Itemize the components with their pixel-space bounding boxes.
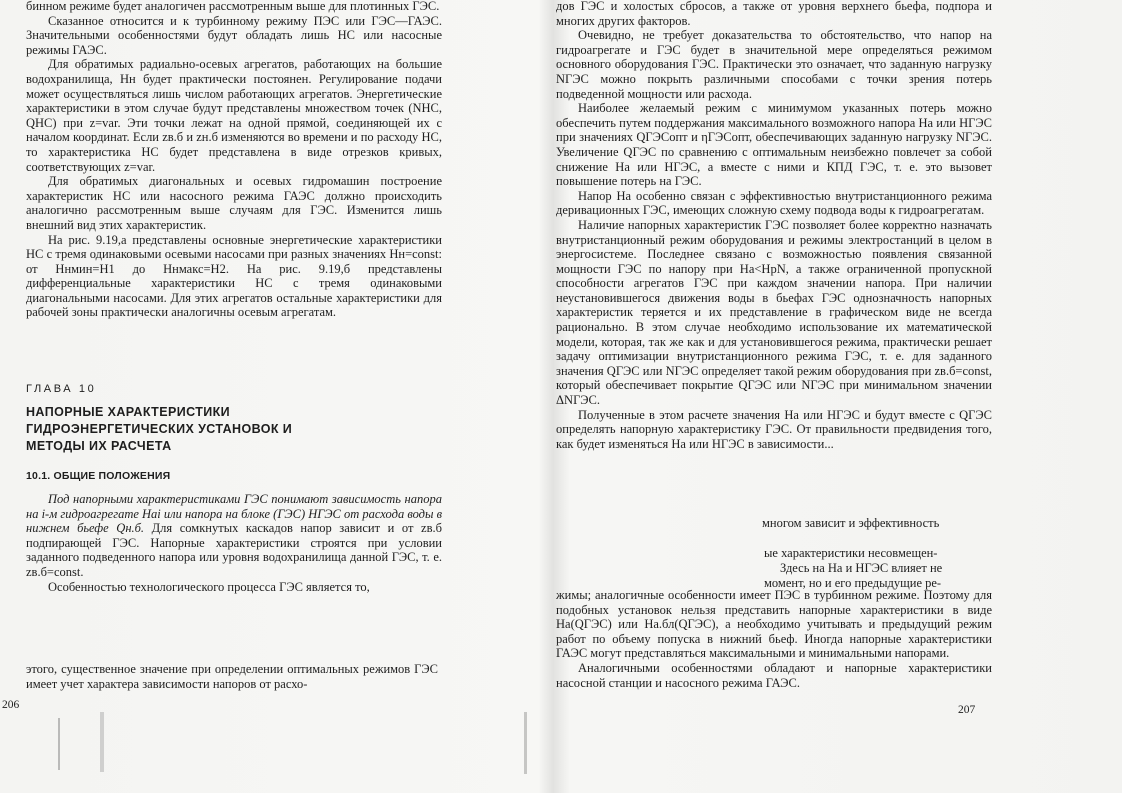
left-paragraph: На рис. 9.19,а представлены основные энергетические характеристики НС с тремя одинаковыми осевыми насосами при разных значениях Hн=const: от Hнмин=H1 до Hнмакс=H2. На рис. 9.19,б представлены дифференциальные характеристики НС с тремя одинаковыми диагональными насосами. Для этих агрегатов остальные характеристики для рабочей зоны практически аналогичны осевым агрегатам.	[26, 232, 442, 320]
left-paragraph: Сказанное относится и к турбинному режиму ПЭС или ГЭС—ГАЭС. Значительными особенностями будут обладать лишь НС или насосные режимы ГАЭС.	[26, 13, 442, 57]
definition-rest: Для сомкнутых каскадов напор зависит и от zв.б подпирающей ГЭС. Напорные характеристики строятся при условии заданного подведенного напора или уровня водохранилища данной ГЭС, т. е. zв.б=const.	[26, 521, 442, 579]
page-number-right: 207	[958, 704, 976, 716]
right-page-text-top	[556, 0, 992, 529]
right-page-text-bottom	[556, 588, 992, 690]
scan-shadow-mark	[100, 712, 104, 772]
left-paragraph: Для обратимых диагональных и осевых гидромашин построение характеристик НС или насосного режима ГАЭС должно происходить аналогично рассмотренным выше случаям для ГЭС. Изменится лишь внешний вид этих характеристик.	[26, 174, 442, 232]
left-bottom-text	[26, 662, 438, 691]
left-paragraph: Для обратимых радиально-осевых агрегатов, работающих на большие водохранилища, Hн будет практически постоянен. Регулирование подачи может осуществляться лишь числом работающих агрегатов. Энергетические характеристики в этом случае будут представлены множеством точек (NНС, QНС) при z=var. Эти точки лежат на одной прямой, соединяющей их с началом координат. Если zв.б и zн.б изменяются во времени и по расходу НС, то характеристика НС будет представлена в виде отрезков кривых, соответствующих z=var.	[26, 57, 442, 174]
page-number-left: 206	[2, 699, 20, 711]
left-bottom-paragraph: этого, существенное значение при определении оптимальных режимов ГЭС имеет учет характера зависимости напоров от расхо-	[26, 662, 438, 691]
right-last-paragraph: Аналогичными особенностями обладают и напорные характеристики насосной станции и насосного режима ГАЭС.	[556, 660, 992, 690]
left-page-text-top	[26, 0, 442, 320]
chapter-label: ГЛАВА 10	[26, 383, 97, 395]
right-fragment: многом зависит и эффективность	[762, 516, 940, 530]
right-paragraph: дов ГЭС и холостых сбросов, а также от уровня верхнего бьефа, подпора и многих других факторов.	[556, 0, 992, 28]
right-paragraph: Наиболее желаемый режим с минимумом указанных потерь можно обеспечить путем поддержания максимального возможного напора Hа или HГЭС при значениях QГЭСопт и ηГЭСопт, обеспечивающих заданную нагрузку NГЭС. Увеличение QГЭС по сравнению с оптимальным неизбежно повлечет за собой снижение Hа или HГЭС, а вместе с ними и КПД ГЭС, т. е. это вызовет повышение потерь на ГЭС.	[556, 101, 992, 189]
right-paragraph: Напор Hа особенно связан с эффективностью внутристанционного режима деривационных ГЭС, имеющих сложную схему подвода воды к гидроагрегатам.	[556, 188, 992, 218]
right-paragraph: Наличие напорных характеристик ГЭС позволяет более корректно назначать внутристанционный режим оборудования и режимы электростанций в целом в энергосистеме. Последнее связано с возможностью появления связанной мощности ГЭС по напору при Hа<HрN, а также ограниченной пропускной способности агрегатов ГЭС при каждом значении напора. При наличии неустановившегося движения воды в бьефах ГЭС однозначность напорных характеристик теряется и их представление в графическом виде не всегда рационально. В этом случае необходимо использование их математической модели, которая, так же как и для установившегося режима, практически решает задачу оптимизации внутристанционного режима ГЭС, т. е. для заданного значения QГЭС или NГЭС определяет такой режим оборудования при zв.б=const, который обеспечивает покрытие QГЭС или NГЭС при минимальном значении ΔNГЭС.	[556, 217, 992, 408]
section-title: 10.1. ОБЩИЕ ПОЛОЖЕНИЯ	[26, 470, 171, 482]
right-fragment: Здесь на Hа и HГЭС влияет не	[780, 561, 943, 575]
right-paragraph: Очевидно, не требует доказательства то обстоятельство, что напор на гидроагрегате и ГЭС будет в значительной мере определяться режимом основного оборудования ГЭС. Практически это означает, что заданную нагрузку NГЭС можно покрыть различными способами с точки зрения потерь подведенной мощности или расхода.	[556, 28, 992, 101]
definition-paragraph	[26, 492, 442, 580]
scan-shadow-mark	[58, 718, 60, 770]
chapter-title: НАПОРНЫЕ ХАРАКТЕРИСТИКИ ГИДРОЭНЕРГЕТИЧЕСКИХ УСТАНОВОК И МЕТОДЫ ИХ РАСЧЕТА	[26, 405, 293, 453]
scan-shadow-mark	[524, 712, 527, 774]
right-fragment: ые характеристики несовмещен-	[764, 546, 938, 560]
left-paragraph: бинном режиме будет аналогичен рассмотренным выше для плотинных ГЭС.	[26, 0, 440, 13]
right-paragraph: Полученные в этом расчете значения Hа или HГЭС и будут вместе с QГЭС определять напорную характеристику ГЭС. От правильности предвидения того, как будет изменяться Hа или HГЭС в зависимости...	[556, 407, 992, 451]
right-fragment: момент, но и его предыдущие ре-	[764, 576, 942, 590]
left-paragraph: Особенностью технологического процесса ГЭС является то,	[48, 579, 370, 594]
left-page-text-bottom	[26, 492, 442, 594]
definition-italic: Под напорными характеристиками ГЭС понимают зависимость напора на i-м гидроагрегате Hai или напора на блоке (ГЭС) HГЭС от расхода воды в нижнем бьефе Qн.б.	[26, 492, 443, 536]
right-closing-paragraph: жимы; аналогичные особенности имеет ПЭС в турбинном режиме. Поэтому для подобных установок нельзя представить напорные характеристики в виде Hа(QГЭС) или Hа.бл(QГЭС), а необходимо учитывать и предыдущий режим работ по объему попуска в нижний бьеф. Иногда напорные характеристики ГАЭС могут представляться максимальными и минимальными напорами.	[556, 588, 992, 661]
